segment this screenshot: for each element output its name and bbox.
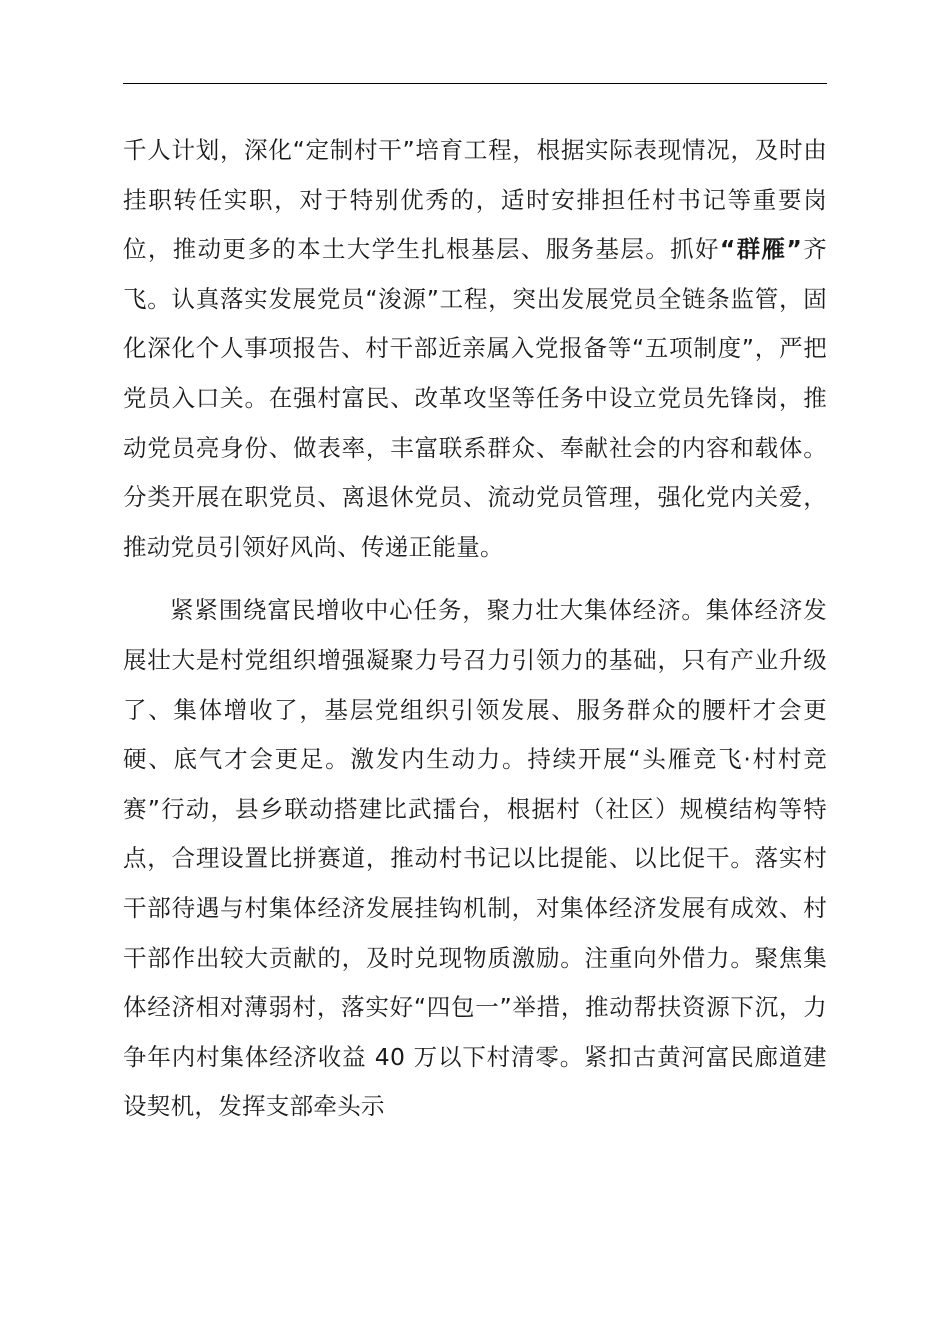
header-rule <box>123 83 827 84</box>
paragraph-2: 紧紧围绕富民增收中心任务，聚力壮大集体经济。集体经济发展壮大是村党组织增强凝聚力号召力引领力的基础，只有产业升级了、集体增收了，基层党组织引领发展、服务群众的腰杆才会更硬、底气才会更足。激发内生动力。持续开展“头雁竞飞·村村竞赛”行动，县乡联动搭建比武擂台，根据村（社区）规模结构等特点，合理设置比拼赛道，推动村书记以比提能、以比促干。落实村干部待遇与村集体经济发展挂钩机制，对集体经济发展有成效、村干部作出较大贡献的，及时兑现物质激励。注重向外借力。聚焦集体经济相对薄弱村，落实好“四包一”举措，推动帮扶资源下沉，力争年内村集体经济收益 40 万以下村清零。紧扣古黄河富民廊道建设契机，发挥支部牵头示 <box>123 596 827 1121</box>
document-body <box>123 126 827 1132</box>
paragraph-1 <box>123 126 827 572</box>
paragraph-1-emphasis: “群雁” <box>719 235 803 264</box>
paragraph-1-text-a: 千人计划，深化“定制村干”培育工程，根据实际表现情况，及时由挂职转任实职，对于特别优秀的，适时安排担任村书记等重要岗位，推动更多的本土大学生扎根基层、服务基层。抓好 <box>123 136 827 264</box>
paragraph-1-text-b: 齐飞。认真落实发展党员“浚源”工程，突出发展党员全链条监管，固化深化个人事项报告、村干部近亲属入党报备等“五项制度”，严把党员入口关。在强村富民、改革攻坚等任务中设立党员先锋岗，推动党员亮身份、做表率，丰富联系群众、奉献社会的内容和载体。分类开展在职党员、离退休党员、流动党员管理，强化党内关爱，推动党员引领好风尚、传递正能量。 <box>123 235 827 561</box>
